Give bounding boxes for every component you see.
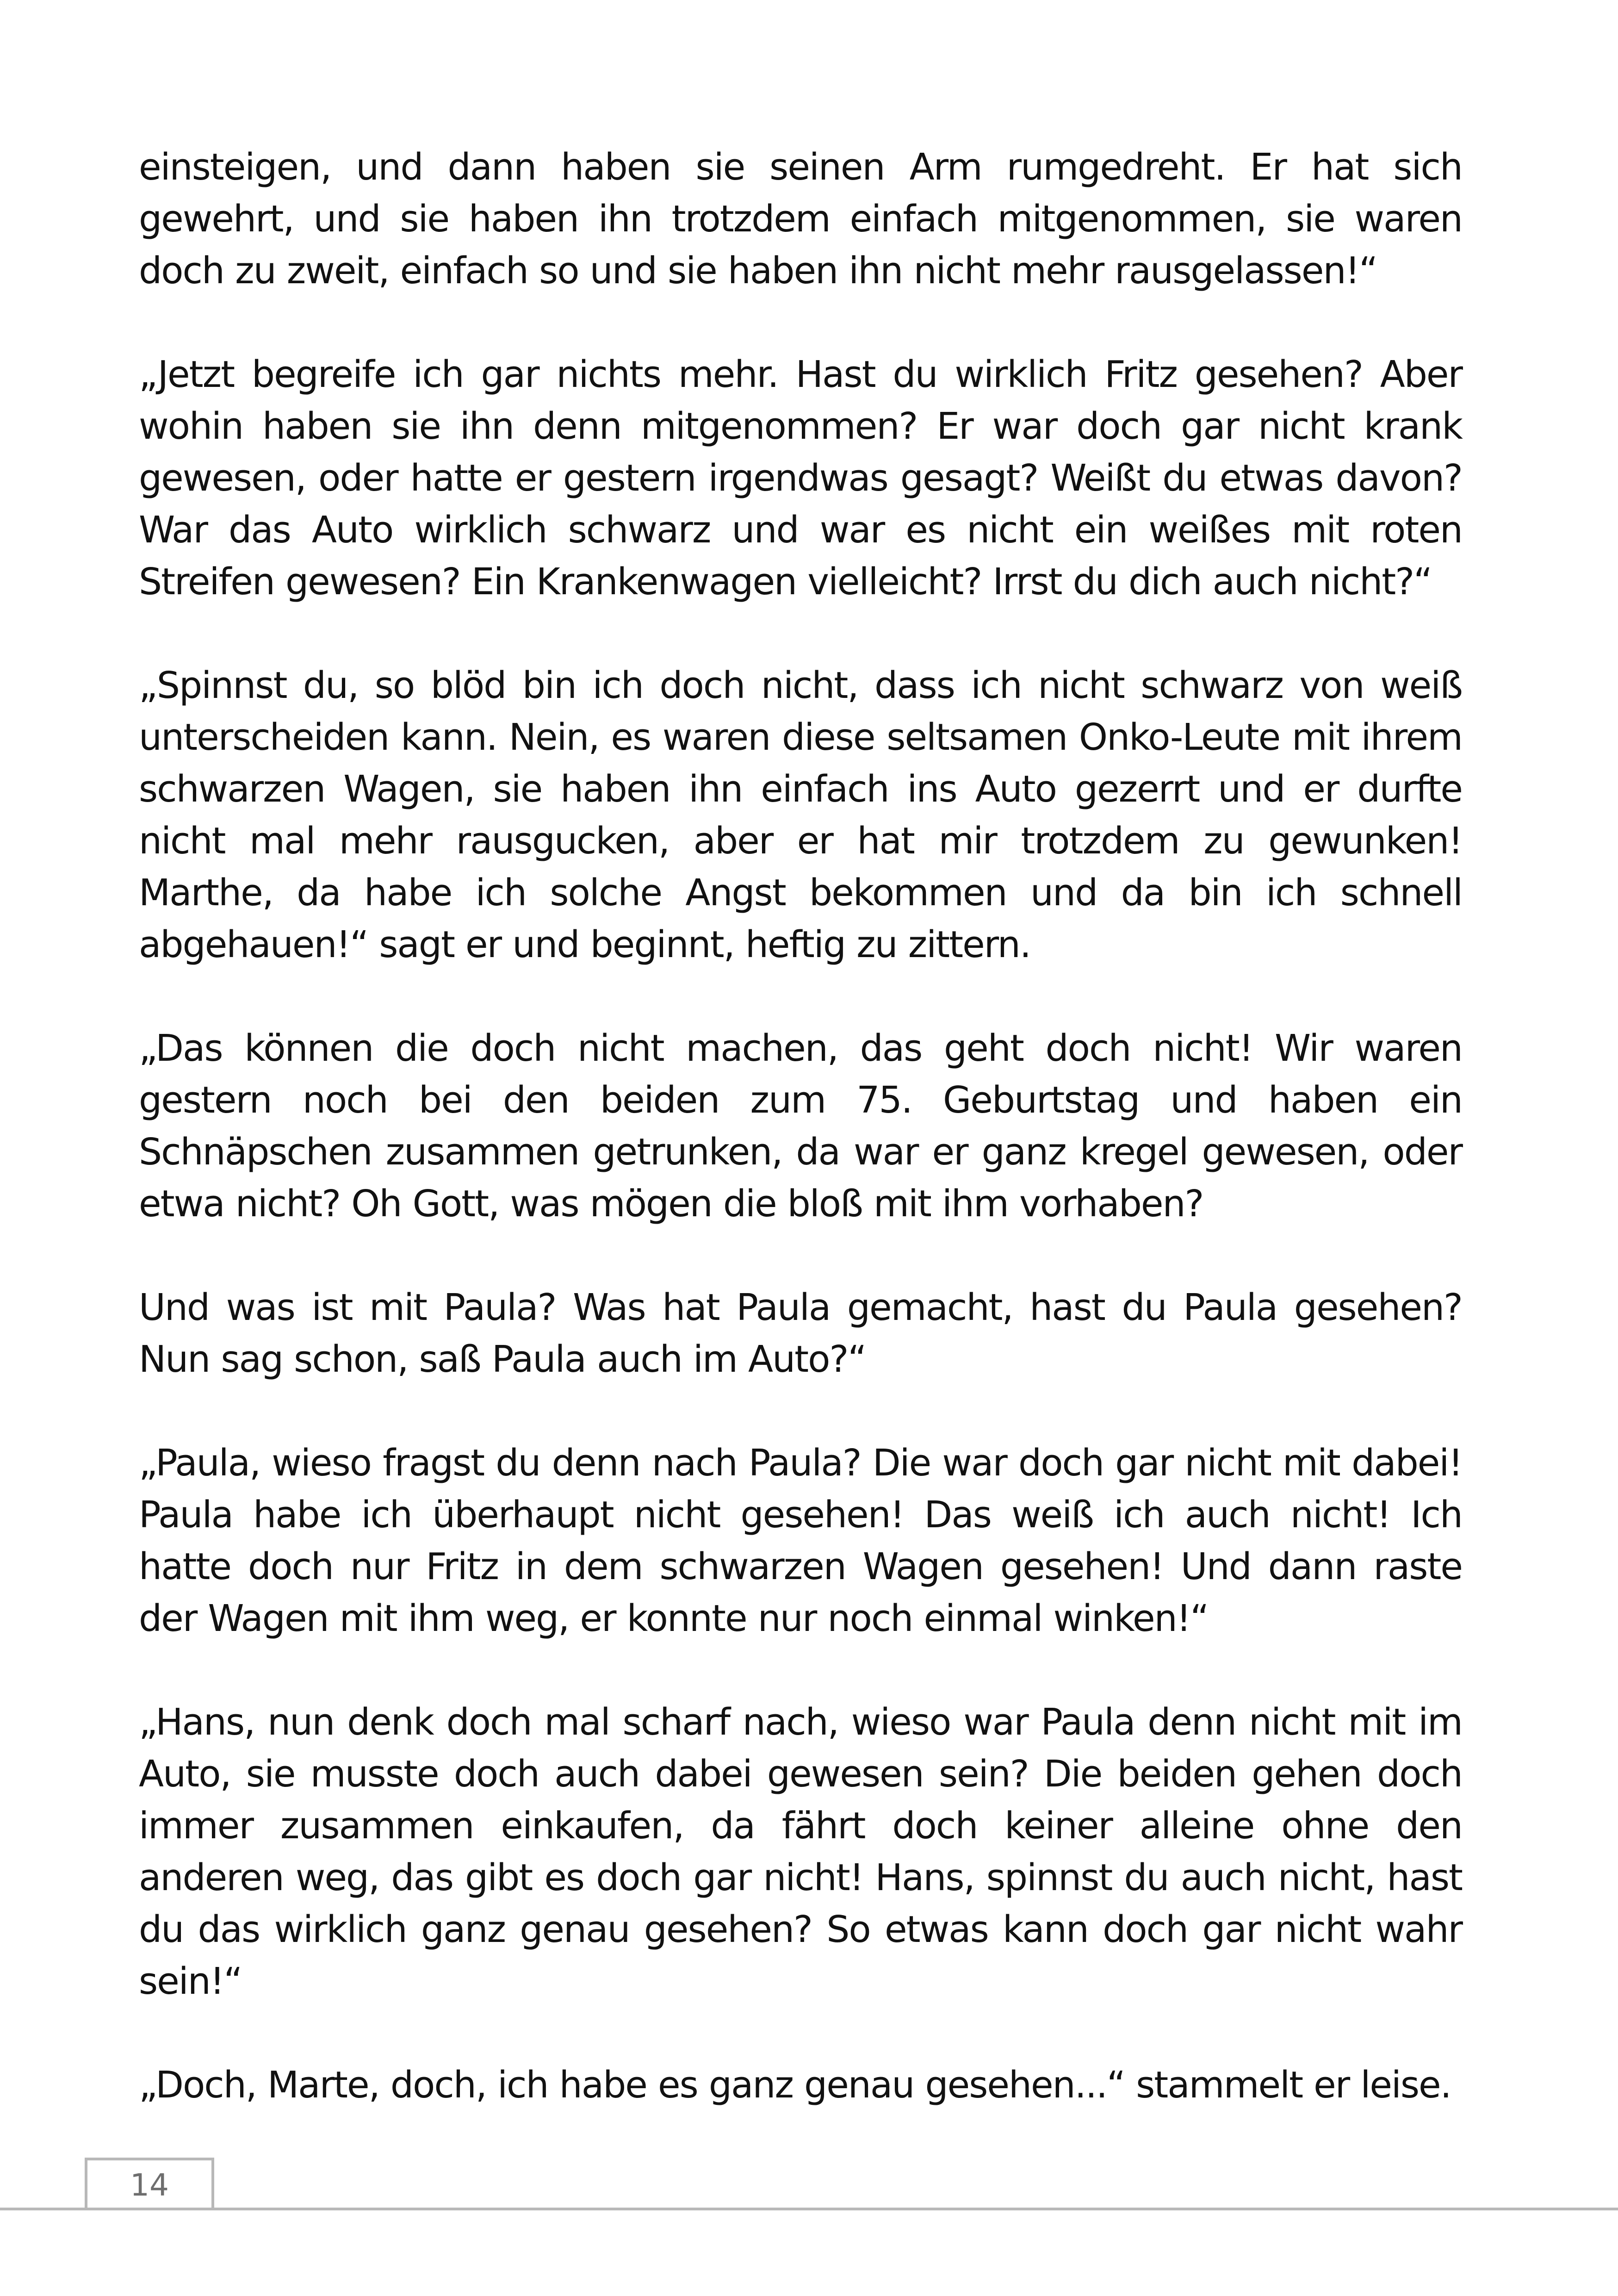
paragraph-7: „Hans, nun denk doch mal scharf nach, wieso war Paula denn nicht mit im Auto, sie musste doch auch dabei gewesen sein? Die beiden gehen doch immer zusammen einkaufen, da fährt doch keiner alleine ohne den anderen weg, das gibt es doch gar nicht! Hans, spinnst du auch nicht, hast du das wirklich ganz genau gesehen? So etwas kann doch gar nicht wahr sein!“: [139, 1701, 1462, 2003]
paragraph-1: einsteigen, und dann haben sie seinen Arm rumgedreht. Er hat sich gewehrt, und sie haben ihn trotzdem einfach mitgenommen, sie waren doch zu zweit, einfach so und sie haben ihn nicht mehr rausgelassen!“: [139, 146, 1462, 292]
paragraph-4: „Das können die doch nicht machen, das geht doch nicht! Wir waren gestern noch bei den beiden zum 75. Geburtstag und haben ein Schnäpschen zusammen getrunken, da war er ganz kregel gewesen, oder etwa nicht? Oh Gott, was mögen die bloß mit ihm vorhaben?: [139, 1027, 1462, 1225]
paragraph-6: „Paula, wieso fragst du denn nach Paula? Die war doch gar nicht mit dabei! Paula habe ich überhaupt nicht gesehen! Das weiß ich auch nicht! Ich hatte doch nur Fritz in dem schwarzen Wagen gesehen! Und dann raste der Wagen mit ihm weg, er konnte nur noch einmal winken!“: [139, 1442, 1462, 1640]
body-text: [139, 141, 1462, 2111]
paragraph-3: „Spinnst du, so blöd bin ich doch nicht, dass ich nicht schwarz von weiß unterscheiden kann. Nein, es waren diese seltsamen Onko-Leute mit ihrem schwarzen Wagen, sie haben ihn einfach ins Auto gezerrt und er durfte nicht mal mehr rausgucken, aber er hat mir trotzdem zu gewunken! Marthe, da habe ich solche Angst bekommen und da bin ich schnell abgehauen!“ sagt er und beginnt, heftig zu zittern.: [139, 664, 1462, 966]
paragraph-5: Und was ist mit Paula? Was hat Paula gemacht, hast du Paula gesehen? Nun sag schon, saß Paula auch im Auto?“: [139, 1286, 1462, 1381]
paragraph-2: „Jetzt begreife ich gar nichts mehr. Hast du wirklich Fritz gesehen? Aber wohin haben sie ihn denn mitgenommen? Er war doch gar nicht krank gewesen, oder hatte er gestern irgendwas gesagt? Weißt du etwas davon? War das Auto wirklich schwarz und war es nicht ein weißes mit roten Streifen gewesen? Ein Krankenwagen vielleicht? Irrst du dich auch nicht?“: [139, 353, 1462, 603]
footer-rule: [0, 2208, 1618, 2210]
page-number: 14: [130, 2167, 169, 2203]
paragraph-8: „Doch, Marte, doch, ich habe es ganz genau gesehen...“ stammelt er leise.: [139, 2064, 1451, 2106]
